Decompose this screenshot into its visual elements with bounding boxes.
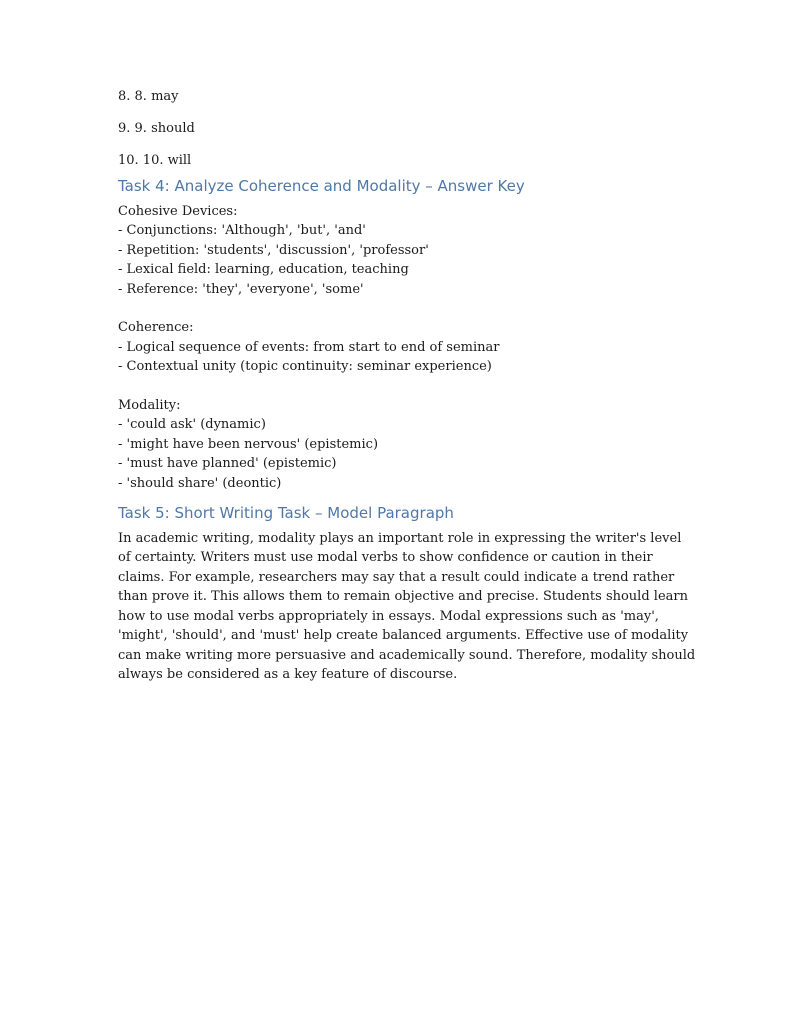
- cohesive-item: - Reference: 'they', 'everyone', 'some': [118, 281, 364, 297]
- cohesive-item: - Lexical field: learning, education, teaching: [118, 262, 409, 278]
- modality-item: - 'must have planned' (epistemic): [118, 456, 337, 472]
- blank-line: [118, 377, 698, 396]
- task5-section: [118, 503, 698, 684]
- numbered-item-8: 8. 8. may: [118, 89, 179, 104]
- task4-heading: Task 4: Analyze Coherence and Modality – Answer Key: [118, 177, 525, 195]
- coherence-item: - Logical sequence of events: from start to end of seminar: [118, 339, 500, 355]
- numbered-item-9: 9. 9. should: [118, 121, 195, 136]
- task5-heading: Task 5: Short Writing Task – Model Paragraph: [118, 504, 454, 523]
- cohesive-item: - Conjunctions: 'Although', 'but', 'and': [118, 223, 366, 239]
- modality-item: - 'might have been nervous' (epistemic): [118, 436, 379, 452]
- modality-label: Modality:: [118, 398, 181, 414]
- modality-item: - 'should share' (deontic): [118, 475, 282, 491]
- model-paragraph: In academic writing, modality plays an important role in expressing the writer's level of certainty. Writers must use modal verbs to show confidence or caution in their claims. For example, researchers may say that a result could indicate a trend rather than prove it. This allows them to remain objective and precise. Students should learn how to use modal verbs appropriately in essays. Modal expressions such as 'may', 'might', 'should', and 'must' help create balanced arguments. Effective use of modality can make writing more persuasive and academically sound. Therefore, modality should always be considered as a key feature of discourse.: [118, 531, 696, 682]
- coherence-label: Coherence:: [118, 320, 194, 336]
- cohesive-devices-label: Cohesive Devices:: [118, 204, 238, 219]
- modality-item: - 'could ask' (dynamic): [118, 417, 266, 433]
- blank-line: [118, 299, 698, 318]
- cohesive-item: - Repetition: 'students', 'discussion', 'professor': [118, 242, 429, 258]
- coherence-item: - Contextual unity (topic continuity: seminar experience): [118, 359, 492, 375]
- task4-section: [118, 176, 698, 493]
- document-page: [118, 88, 698, 688]
- numbered-item-10: 10. 10. will: [118, 153, 192, 168]
